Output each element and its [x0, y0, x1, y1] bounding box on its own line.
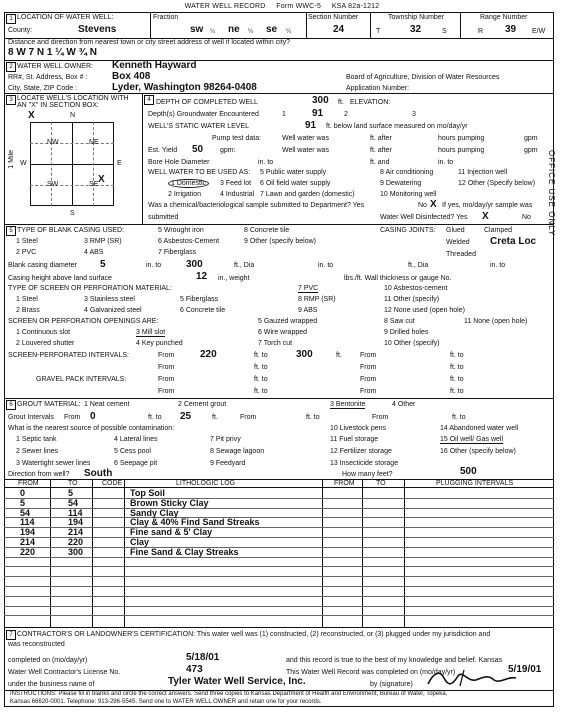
- quarter-symbol-2: ¼: [248, 29, 254, 35]
- distance-value: 8 W 7 N 1 ¼ W ¾ N: [8, 47, 97, 58]
- log-row-line: [4, 606, 554, 607]
- gw1-index: 1: [282, 111, 286, 118]
- business-name-label: under the business name of: [8, 681, 95, 688]
- certification-text-1: CONTRACTOR'S OR LANDOWNER'S CERTIFICATION: This water well was (1) constructed, (2) reconstructed, or (3) plugged under my jurisdiction and: [17, 631, 491, 638]
- address-label: RR#, St. Address, Box # :: [8, 74, 88, 81]
- casing-to-value: 300: [186, 259, 203, 270]
- ne-label: NE: [89, 139, 99, 146]
- sp-to-value: 300: [296, 349, 313, 360]
- gi-from-2: From: [240, 414, 257, 421]
- screen-steel[interactable]: 1 Steel: [16, 296, 38, 303]
- joints-welded[interactable]: Welded: [446, 239, 470, 246]
- casing-rmp[interactable]: 3 RMP (SR): [84, 238, 122, 245]
- casing-height-label: Casing height above land surface: [8, 275, 112, 282]
- log-row-line: [4, 576, 554, 577]
- contam-fuel-storage[interactable]: 11 Fuel storage: [330, 436, 379, 443]
- gi-ftto: ft. to: [148, 414, 162, 421]
- well-water-was-1: Well water was: [282, 135, 329, 142]
- log-cell-to: 54: [68, 497, 79, 508]
- city-label: City, State, ZIP Code :: [8, 85, 77, 92]
- log-cell-to: 220: [68, 537, 84, 547]
- direction-value: South: [84, 468, 113, 479]
- use-industrial[interactable]: 4 Industrial: [220, 191, 255, 198]
- casing-in-to-2: in. to: [318, 262, 334, 269]
- welded-value: Creta Loc: [490, 236, 537, 247]
- joints-threaded[interactable]: Threaded: [446, 251, 476, 258]
- township-value: 32: [410, 24, 422, 35]
- submitted-label: submitted: [148, 214, 179, 221]
- opening-drilled[interactable]: 9 Drilled holes: [384, 329, 429, 336]
- use-irrigation[interactable]: 2 Irrigation: [168, 191, 202, 198]
- screen-pvc-text: 7 PVC: [298, 285, 319, 292]
- log-cell-from: 5: [20, 497, 26, 508]
- south-label: S: [70, 210, 75, 217]
- log-cell-desc: Clay: [130, 537, 150, 547]
- log-cell-from: 220: [20, 546, 36, 557]
- depth-label: DEPTH OF COMPLETED WELL: [156, 99, 258, 106]
- gw3-index: 3: [412, 111, 416, 118]
- section-grid: [20, 122, 124, 210]
- section-4-number: 4: [144, 95, 154, 105]
- table-row: [6, 498, 556, 507]
- opening-saw-cut[interactable]: 8 Saw cut: [384, 318, 415, 325]
- gi-ftto-3: ft. to: [452, 414, 466, 421]
- log-row-line: [4, 557, 554, 558]
- gi-from-3: From: [372, 414, 389, 421]
- casing-in-to-3: in. to: [490, 262, 506, 269]
- grout-cement-grout[interactable]: 2 Cement grout: [178, 401, 227, 408]
- opening-gauzed[interactable]: 5 Gauzed wrapped: [258, 318, 318, 325]
- contam-fertilizer-storage[interactable]: 12 Fertilizer storage: [330, 448, 392, 455]
- county-label: County:: [8, 27, 33, 34]
- casing-pvc[interactable]: 2 PVC: [16, 249, 37, 256]
- screen-concrete[interactable]: 6 Concrete tile: [180, 307, 226, 314]
- joints-clamped[interactable]: Clamped: [484, 227, 513, 234]
- sp-ft-1: ft.: [336, 352, 342, 359]
- yield-label: Est. Yield: [148, 147, 178, 154]
- bore-in-to-1: in. to: [258, 159, 274, 166]
- instructions-line-2: Kansas 66620-0001. Telephone: 913-296-5545. Send one to WATER WELL OWNER and retain one for your records.: [10, 699, 322, 705]
- license-label: Water Well Contractor's License No.: [8, 669, 121, 676]
- range-suffix: E/W: [532, 28, 546, 35]
- how-many-feet-label: How many feet?: [342, 471, 393, 478]
- screen-fiberglass[interactable]: 5 Fiberglass: [180, 296, 219, 303]
- gi-to-value: 25: [180, 411, 192, 422]
- casing-ft-dia-1: ft., Dia: [234, 262, 255, 269]
- gp-from-4: From: [360, 388, 377, 395]
- log-header-code: CODE: [102, 480, 123, 487]
- use-lawn-garden[interactable]: 7 Lawn and garden (domestic): [260, 191, 355, 198]
- sp-from-value: 220: [200, 349, 217, 360]
- instructions-line-1: INSTRUCTIONS: Please fill in blanks and circle the correct answers. Send three copies to Kansas Department of Health and Environment, Bureau of Water, Topeka,: [10, 691, 448, 697]
- board-label: Board of Agriculture, Division of Water Resources: [346, 74, 500, 81]
- contam-other[interactable]: 16 Other (specify below): [440, 448, 516, 455]
- chem-sample-tail: If yes, mo/day/yr sample was: [442, 202, 533, 209]
- table-row: [6, 508, 556, 517]
- yield-unit: gpm:: [220, 147, 236, 154]
- opening-mill-slot[interactable]: [136, 329, 165, 336]
- casing-abs[interactable]: 4 ABS: [84, 249, 104, 256]
- well-location-mark: X: [98, 174, 105, 185]
- log-header-lithologic: LITHOLOGIC LOG: [176, 480, 236, 487]
- casing-weight-label: in., weight: [218, 275, 250, 282]
- quarter-symbol-3: ¼: [286, 29, 292, 35]
- township-suffix: S: [442, 28, 447, 35]
- sp-ftto-1: ft. to: [254, 352, 268, 359]
- screen-material-label: TYPE OF SCREEN OR PERFORATION MATERIAL:: [8, 285, 172, 292]
- section-value: 24: [333, 24, 345, 35]
- signature-image: [424, 666, 520, 690]
- disinfected-x: X: [482, 211, 489, 222]
- grout-label: GROUT MATERIAL:: [17, 401, 81, 408]
- casing-asbestos[interactable]: 6 Asbestos-Cement: [158, 238, 220, 245]
- after-2: ft. after: [370, 147, 392, 154]
- use-other[interactable]: 12 Other (Specify below): [458, 180, 536, 187]
- hours-pumping-1: hours pumping: [438, 135, 485, 142]
- form-header: [0, 3, 564, 10]
- contam-seepage-pit[interactable]: 6 Seepage pit: [114, 460, 158, 467]
- use-label: WELL WATER TO BE USED AS:: [148, 169, 251, 176]
- casing-concrete-tile[interactable]: 8 Concrete tile: [244, 227, 290, 234]
- opening-none[interactable]: 11 None (open hole): [464, 318, 528, 325]
- gi-ft: ft.: [212, 414, 218, 421]
- gi-from-label: From: [64, 414, 81, 421]
- opening-mill-slot-text: 3 Mill slot: [136, 329, 166, 336]
- quarter-3: se: [266, 24, 278, 35]
- log-cell-from: 0: [20, 488, 26, 498]
- section-7-number: 7: [6, 630, 16, 640]
- screen-stainless[interactable]: 3 Stainless steel: [84, 296, 135, 303]
- section-1-number: 1: [6, 14, 16, 24]
- se-label: SE: [89, 181, 99, 188]
- range-prefix: R: [478, 28, 484, 35]
- contam-pit-privy[interactable]: 7 Pit privy: [210, 436, 241, 443]
- gi-ftto-2: ft. to: [306, 414, 320, 421]
- section-5-number: 5: [6, 226, 16, 236]
- chem-x-mark: X: [430, 199, 437, 210]
- log-header-plugging: PLUGGING INTERVALS: [436, 480, 514, 487]
- table-row: [6, 547, 556, 556]
- range-label: Range Number: [480, 14, 528, 21]
- application-number-label: Application Number:: [346, 85, 410, 92]
- elevation-label: ELEVATION:: [350, 99, 391, 106]
- casing-weight-value: 12: [196, 271, 208, 282]
- screen-rmp[interactable]: 8 RMP (SR): [298, 296, 336, 303]
- gp-ftto-3: ft. to: [254, 388, 268, 395]
- form-frame: [4, 12, 554, 707]
- log-cell-desc: Fine Sand & Clay Streaks: [130, 546, 239, 557]
- screen-pvc[interactable]: [298, 285, 318, 292]
- log-row-line: [4, 586, 554, 587]
- opening-key-punched[interactable]: 4 Key punched: [136, 340, 183, 347]
- log-header-from-2: FROM: [334, 480, 355, 487]
- well-water-was-2: Well water was: [282, 147, 329, 154]
- use-domestic[interactable]: [168, 180, 209, 187]
- gpm-2: gpm: [524, 147, 538, 154]
- contam-lateral-lines[interactable]: 4 Lateral lines: [114, 436, 158, 443]
- county-value: Stevens: [78, 24, 117, 35]
- opening-torch-cut[interactable]: 7 Torch cut: [258, 340, 293, 347]
- joints-label: CASING JOINTS:: [380, 227, 436, 234]
- x-marker-top: X: [28, 110, 35, 121]
- completed-on-label: completed on (mo/day/yr): [8, 657, 88, 664]
- casing-fiberglass[interactable]: 7 Fiberglass: [158, 249, 197, 256]
- log-cell-from: 54: [20, 507, 31, 518]
- gp-from-3: From: [158, 388, 175, 395]
- gpm-1: gpm: [524, 135, 538, 142]
- quarter-1: sw: [190, 24, 204, 35]
- log-row-line: [4, 596, 554, 597]
- owner-label: WATER WELL OWNER:: [17, 63, 93, 70]
- casing-label: TYPE OF BLANK CASING USED:: [17, 227, 124, 234]
- contam-oil-gas-well-text: 15 Oil well/ Gas well: [440, 436, 504, 443]
- contam-oil-gas-well[interactable]: [440, 436, 503, 443]
- gravel-pack-label: GRAVEL PACK INTERVALS:: [36, 376, 127, 383]
- disinfected-no: No: [522, 214, 531, 221]
- disinfected-label: Water Well Disinfected? Yes: [380, 214, 468, 221]
- section-2-number: 2: [6, 62, 16, 72]
- ksa-ref: KSA 82a-1212: [331, 3, 380, 10]
- log-cell-from: 214: [20, 537, 36, 547]
- depth-value: 300: [312, 95, 329, 106]
- sp-from-4: From: [360, 364, 377, 371]
- east-label: E: [117, 160, 122, 167]
- log-cell-desc: Top Soil: [130, 488, 165, 498]
- use-monitoring-well[interactable]: 10 Monitoring well: [380, 191, 437, 198]
- record-completed-label: This Water Well Record was completed on (mo/day/yr): [286, 669, 456, 676]
- grout-neat-cement[interactable]: 1 Neat cement: [84, 401, 130, 408]
- opening-continuous-slot[interactable]: 1 Continuous slot: [16, 329, 71, 336]
- gp-from-1: From: [158, 376, 175, 383]
- static-level-tail: ft. below land surface measured on mo/day/yr: [326, 123, 468, 130]
- use-domestic-text: 1 Domestic: [168, 179, 209, 188]
- pump-test-label: Pump test data:: [212, 135, 262, 142]
- groundwater-label: Depth(s) Groundwater Encountered: [148, 111, 259, 118]
- screen-intervals-label: SCREEN-PERFORATED INTERVALS:: [8, 352, 129, 359]
- log-cell-to: 214: [68, 527, 84, 538]
- bore-ft-and: ft. and: [370, 159, 390, 166]
- gp-ftto-2: ft. to: [450, 376, 464, 383]
- log-cell-desc: Sandy Clay: [130, 507, 179, 518]
- contam-livestock-pens[interactable]: 10 Livestock pens: [330, 425, 387, 432]
- west-label: W: [20, 160, 27, 167]
- township-label: Township Number: [388, 14, 445, 21]
- form-title: WATER WELL RECORD: [184, 3, 266, 10]
- section-6-number: 6: [6, 400, 16, 410]
- log-cell-to: 114: [68, 507, 83, 518]
- log-cell-to: 5: [68, 488, 74, 498]
- location-label: LOCATION OF WATER WELL:: [17, 14, 114, 21]
- opening-louvered[interactable]: 2 Louvered shutter: [16, 340, 75, 347]
- contamination-label: What is the nearest source of possible contamination:: [8, 425, 175, 432]
- casing-diameter-label: Blank casing diameter: [8, 262, 77, 269]
- table-row: [6, 527, 556, 536]
- contam-cess-pool[interactable]: 5 Cess pool: [114, 448, 151, 455]
- static-level-value: 91: [305, 120, 317, 131]
- grout-intervals-label: Grout Intervals: [8, 414, 54, 421]
- distance-label: Distance and direction from nearest town or city street address of well if located within city?: [8, 39, 291, 46]
- contam-watertight-sewer[interactable]: 3 Watertight sewer lines: [16, 460, 91, 467]
- contam-septic-tank[interactable]: 1 Septic tank: [16, 436, 57, 443]
- record-completed-value: 5/19/01: [508, 664, 542, 675]
- gp-ftto-4: ft. to: [450, 388, 464, 395]
- mile-scale: 1 Mile: [8, 150, 15, 169]
- use-public-supply[interactable]: 5 Public water supply: [260, 169, 327, 176]
- nw-label: NW: [47, 139, 59, 146]
- true-record-text: and this record is true to the best of my knowledge and belief. Kansas: [286, 657, 502, 664]
- log-cell-desc: Brown Sticky Clay: [130, 497, 209, 508]
- chem-no: No: [418, 202, 427, 209]
- license-value: 473: [186, 664, 203, 675]
- casing-other[interactable]: 9 Other (specify below): [244, 238, 316, 245]
- screen-galvanized[interactable]: 4 Galvanized steel: [84, 307, 142, 314]
- address-value: Box 408: [112, 71, 151, 82]
- log-header-to-2: TO: [376, 480, 386, 487]
- openings-label: SCREEN OR PERFORATION OPENINGS ARE:: [8, 318, 159, 325]
- casing-lbs-label: lbs./ft. Wall thickness or gauge No.: [344, 275, 452, 282]
- quarter-symbol-1: ¼: [210, 29, 216, 35]
- use-feed-lot[interactable]: 3 Feed lot: [220, 180, 252, 187]
- screen-abs[interactable]: 9 ABS: [298, 307, 318, 314]
- quarter-2: ne: [228, 24, 240, 35]
- use-oil-field[interactable]: 6 Oil field water supply: [260, 180, 331, 187]
- bore-hole-label: Bore Hole Diameter: [148, 159, 210, 166]
- city-value: Lyder, Washington 98264-0408: [112, 82, 257, 93]
- log-cell-desc: Fine sand & 5' Clay: [130, 527, 213, 538]
- north-label: N: [70, 112, 76, 119]
- log-header-from: FROM: [18, 480, 39, 487]
- contam-sewer-lines[interactable]: 2 Sewer lines: [16, 448, 59, 455]
- screen-brass[interactable]: 2 Brass: [16, 307, 40, 314]
- log-cell-from: 114: [20, 517, 35, 528]
- static-level-label: WELL'S STATIC WATER LEVEL: [148, 123, 250, 130]
- screen-none[interactable]: 12 None used (open hole): [384, 307, 465, 314]
- gi-from-value: 0: [90, 411, 96, 422]
- screen-other[interactable]: 11 Other (specify): [384, 296, 440, 303]
- log-cell-to: 194: [68, 517, 84, 528]
- after-1: ft. after: [370, 135, 392, 142]
- range-value: 39: [505, 24, 517, 35]
- use-air-conditioning[interactable]: 8 Air conditioning: [380, 169, 434, 176]
- sp-ftto-3: ft. to: [254, 364, 268, 371]
- locate-label-1: LOCATE WELL'S LOCATION WITH: [17, 95, 129, 102]
- hours-pumping-2: hours pumping: [438, 147, 485, 154]
- sw-label: SW: [47, 181, 59, 188]
- office-use-only: OFFICE USE ONLY: [547, 150, 556, 237]
- contam-abandoned-well[interactable]: 14 Abandoned water well: [440, 425, 519, 432]
- contam-sewage-lagoon[interactable]: 8 Sewage lagoon: [210, 448, 265, 455]
- business-name-value: Tyler Water Well Service, Inc.: [168, 676, 306, 687]
- casing-diameter-value: 5: [100, 259, 106, 270]
- use-injection-well[interactable]: 11 Injection well: [458, 169, 508, 176]
- chem-sample-label: Was a chemical/bacteriological sample submitted to Department? Yes: [148, 202, 365, 209]
- casing-wrought-iron[interactable]: 5 Wrought iron: [158, 227, 204, 234]
- sp-from-3: From: [158, 364, 175, 371]
- gp-from-2: From: [360, 376, 377, 383]
- yield-value: 50: [192, 144, 204, 155]
- log-header-to: TO: [68, 480, 78, 487]
- bore-in-to-2: in. to: [438, 159, 454, 166]
- depth-ft: ft.: [338, 99, 344, 106]
- screen-asbestos[interactable]: 10 Asbestos-cement: [384, 285, 448, 292]
- sp-ftto-2: ft. to: [450, 352, 464, 359]
- casing-steel[interactable]: 1 Steel: [16, 238, 38, 245]
- table-row: [6, 537, 556, 546]
- log-cell-from: 194: [20, 527, 36, 538]
- fraction-label: Fraction: [153, 14, 179, 21]
- sp-from-1: From: [158, 352, 175, 359]
- log-row-line: [4, 615, 554, 616]
- gw1-value: 91: [312, 108, 324, 119]
- t-prefix: T: [376, 28, 381, 35]
- owner-value: Kenneth Hayward: [112, 60, 197, 71]
- gw2-index: 2: [344, 111, 348, 118]
- direction-label: Direction from well?: [8, 471, 70, 478]
- log-cell-desc: Clay & 40% Find Sand Streaks: [130, 517, 260, 528]
- opening-wire-wrapped[interactable]: 6 Wire wrapped: [258, 329, 308, 336]
- gp-ftto-1: ft. to: [254, 376, 268, 383]
- signature-label: by (signature): [370, 681, 413, 688]
- grout-other[interactable]: 4 Other: [392, 401, 416, 408]
- table-row: [6, 517, 556, 526]
- completed-on-value: 5/18/01: [186, 652, 220, 663]
- contam-feedyard[interactable]: 9 Feedyard: [210, 460, 246, 467]
- casing-ft-dia-2: ft., Dia: [408, 262, 429, 269]
- how-many-feet-value: 500: [460, 466, 477, 477]
- section-number-label: Section Number: [308, 14, 359, 21]
- opening-other[interactable]: 10 Other (specify): [384, 340, 440, 347]
- sp-from-2: From: [360, 352, 377, 359]
- log-cell-to: 300: [68, 546, 84, 557]
- grout-bentonite[interactable]: [330, 401, 365, 408]
- joints-glued[interactable]: Glued: [446, 227, 465, 234]
- locate-label-2: AN "X" IN SECTION BOX:: [17, 102, 99, 109]
- use-dewatering[interactable]: 9 Dewatering: [380, 180, 422, 187]
- table-row: [6, 488, 556, 497]
- form-number: Form WWC-5: [276, 3, 322, 10]
- sp-ftto-4: ft. to: [450, 364, 464, 371]
- log-row-line: [4, 566, 554, 567]
- section-3-number: 3: [6, 95, 16, 105]
- casing-in-to: in. to: [146, 262, 162, 269]
- certification-text-2: was reconstructed: [8, 641, 65, 648]
- grout-bentonite-text: 3 Bentonite: [330, 401, 366, 408]
- contam-insecticide-storage[interactable]: 13 Insecticide storage: [330, 460, 399, 467]
